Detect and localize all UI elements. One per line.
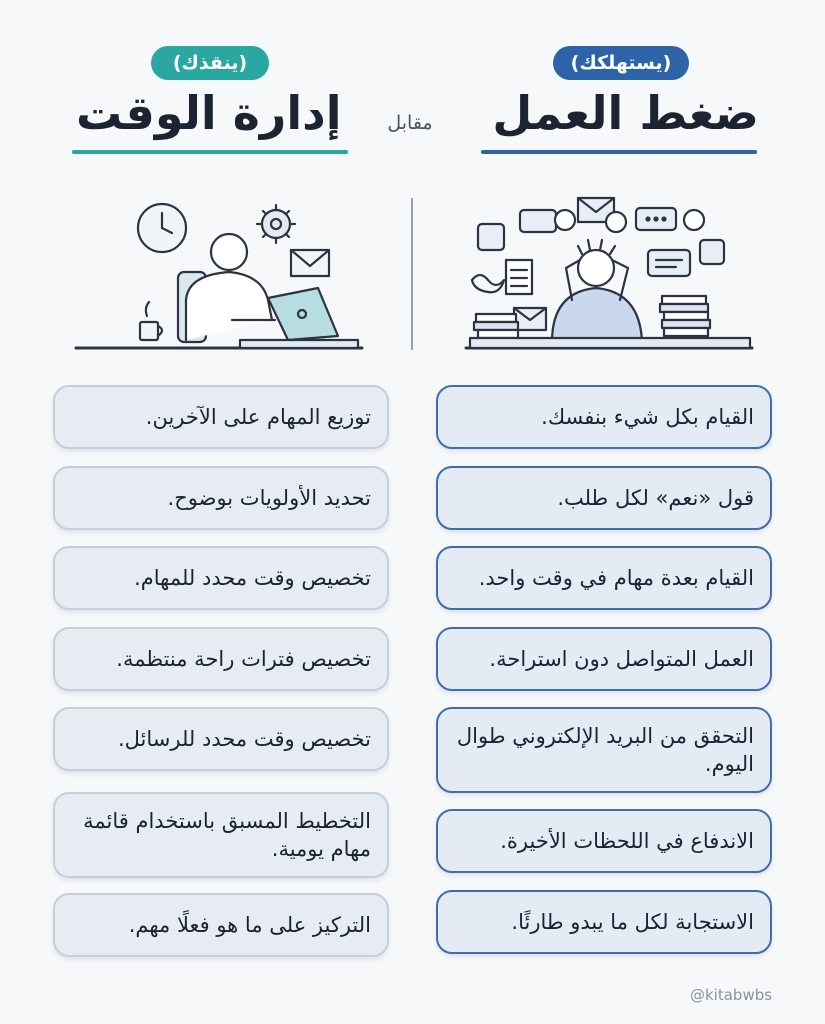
time-management-item: تحديد الأولويات بوضوح. xyxy=(53,466,389,530)
workload-item: قول «نعم» لكل طلب. xyxy=(436,466,772,530)
header xyxy=(0,0,825,180)
workload-item: القيام بعدة مهام في وقت واحد. xyxy=(436,546,772,610)
footer-handle: @kitabwbs xyxy=(690,986,773,1004)
illustration-panel xyxy=(0,180,825,360)
workload-title: ضغط العمل xyxy=(492,86,759,140)
workload-item: الاندفاع في اللحظات الأخيرة. xyxy=(436,809,772,873)
stressed-person-at-desk-icon xyxy=(466,198,752,348)
workload-item: الاستجابة لكل ما يبدو طارئًا. xyxy=(436,890,772,954)
time-management-item: تخصيص وقت محدد للرسائل. xyxy=(53,707,389,771)
workload-badge: (يستهلكك) xyxy=(553,46,689,80)
time-management-item: تخصيص فترات راحة منتظمة. xyxy=(53,627,389,691)
workload-underline xyxy=(481,150,757,154)
workload-item: التحقق من البريد الإلكتروني طوال اليوم. xyxy=(436,707,772,793)
calm-person-at-laptop-icon xyxy=(76,204,362,348)
time-management-item: تخصيص وقت محدد للمهام. xyxy=(53,546,389,610)
versus-label: مقابل xyxy=(387,112,433,134)
workload-item: القيام بكل شيء بنفسك. xyxy=(436,385,772,449)
workload-item: العمل المتواصل دون استراحة. xyxy=(436,627,772,691)
time-management-item: توزيع المهام على الآخرين. xyxy=(53,385,389,449)
time-management-title: إدارة الوقت xyxy=(76,86,342,140)
time-management-item: التخطيط المسبق باستخدام قائمة مهام يومية. xyxy=(53,792,389,878)
time-management-underline xyxy=(72,150,348,154)
time-management-badge: (ينقذك) xyxy=(151,46,269,80)
time-management-item: التركيز على ما هو فعلًا مهم. xyxy=(53,893,389,957)
